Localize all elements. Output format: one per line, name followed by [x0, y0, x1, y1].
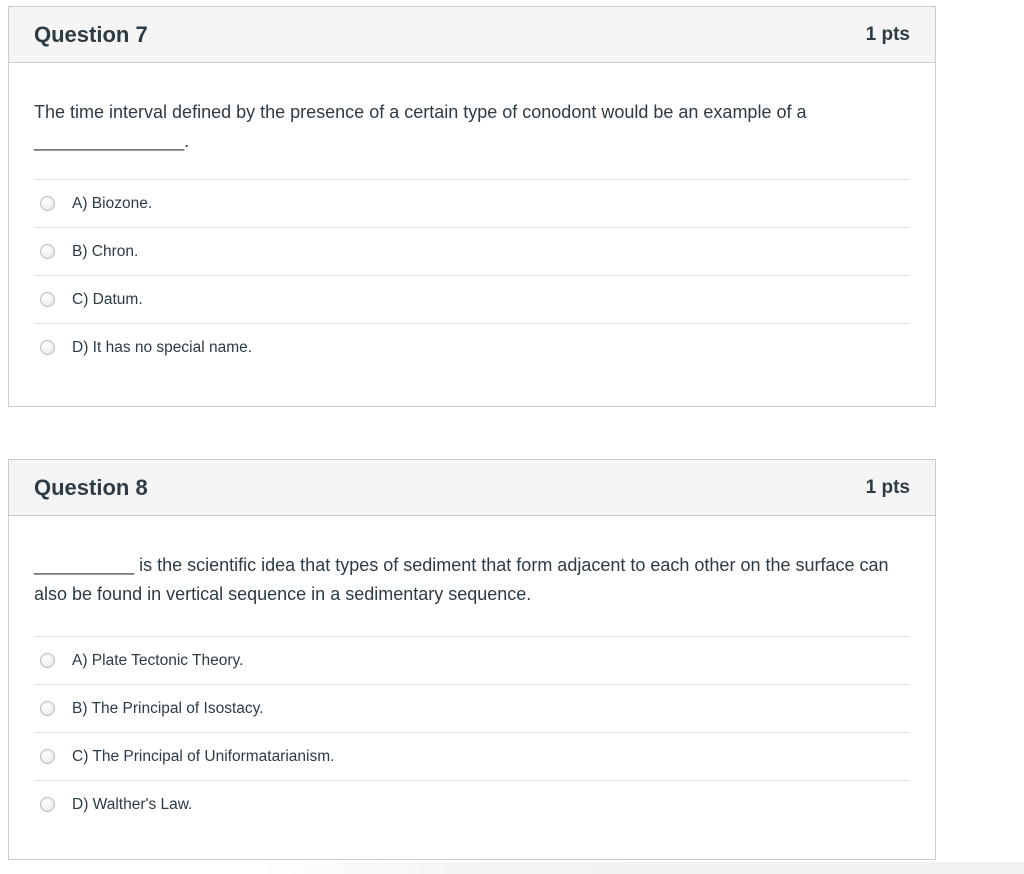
answer-option-c[interactable] — [34, 732, 910, 780]
question-header — [9, 460, 935, 516]
question-8-card — [8, 459, 936, 860]
question-title: Question 7 — [34, 21, 148, 47]
answer-option-b[interactable] — [34, 227, 910, 275]
footer-shadow — [260, 862, 1024, 874]
answer-label[interactable]: D) Walther's Law. — [72, 795, 193, 813]
radio-button[interactable] — [40, 653, 55, 668]
question-text: The time interval defined by the presence of a certain type of conodont would be an example of a _______________. — [34, 102, 807, 151]
answer-list — [34, 179, 910, 371]
answer-list — [34, 636, 910, 828]
radio-button[interactable] — [40, 797, 55, 812]
answer-label[interactable]: C) The Principal of Uniformatarianism. — [72, 747, 335, 765]
answer-option-d[interactable] — [34, 780, 910, 828]
question-text: __________ is the scientific idea that types of sediment that form adjacent to each other on the surface can also be found in vertical sequence in a sedimentary sequence. — [34, 555, 889, 604]
radio-button[interactable] — [40, 292, 55, 307]
answer-option-d[interactable] — [34, 323, 910, 371]
answer-option-a[interactable] — [34, 179, 910, 227]
answer-label[interactable]: A) Biozone. — [72, 194, 153, 212]
radio-button[interactable] — [40, 701, 55, 716]
radio-button[interactable] — [40, 340, 55, 355]
answer-option-b[interactable] — [34, 684, 910, 732]
question-points: 1 pts — [865, 476, 910, 498]
answer-label[interactable]: D) It has no special name. — [72, 338, 253, 356]
answer-label[interactable]: B) The Principal of Isostacy. — [72, 699, 264, 717]
answer-label[interactable]: C) Datum. — [72, 290, 143, 308]
radio-button[interactable] — [40, 749, 55, 764]
radio-button[interactable] — [40, 244, 55, 259]
radio-button[interactable] — [40, 196, 55, 211]
answer-option-a[interactable] — [34, 636, 910, 684]
answer-label[interactable]: A) Plate Tectonic Theory. — [72, 651, 244, 669]
question-title: Question 8 — [34, 474, 148, 500]
answer-label[interactable]: B) Chron. — [72, 242, 139, 260]
question-header — [9, 7, 935, 63]
question-points: 1 pts — [865, 23, 910, 45]
answer-option-c[interactable] — [34, 275, 910, 323]
question-7-card — [8, 6, 936, 407]
